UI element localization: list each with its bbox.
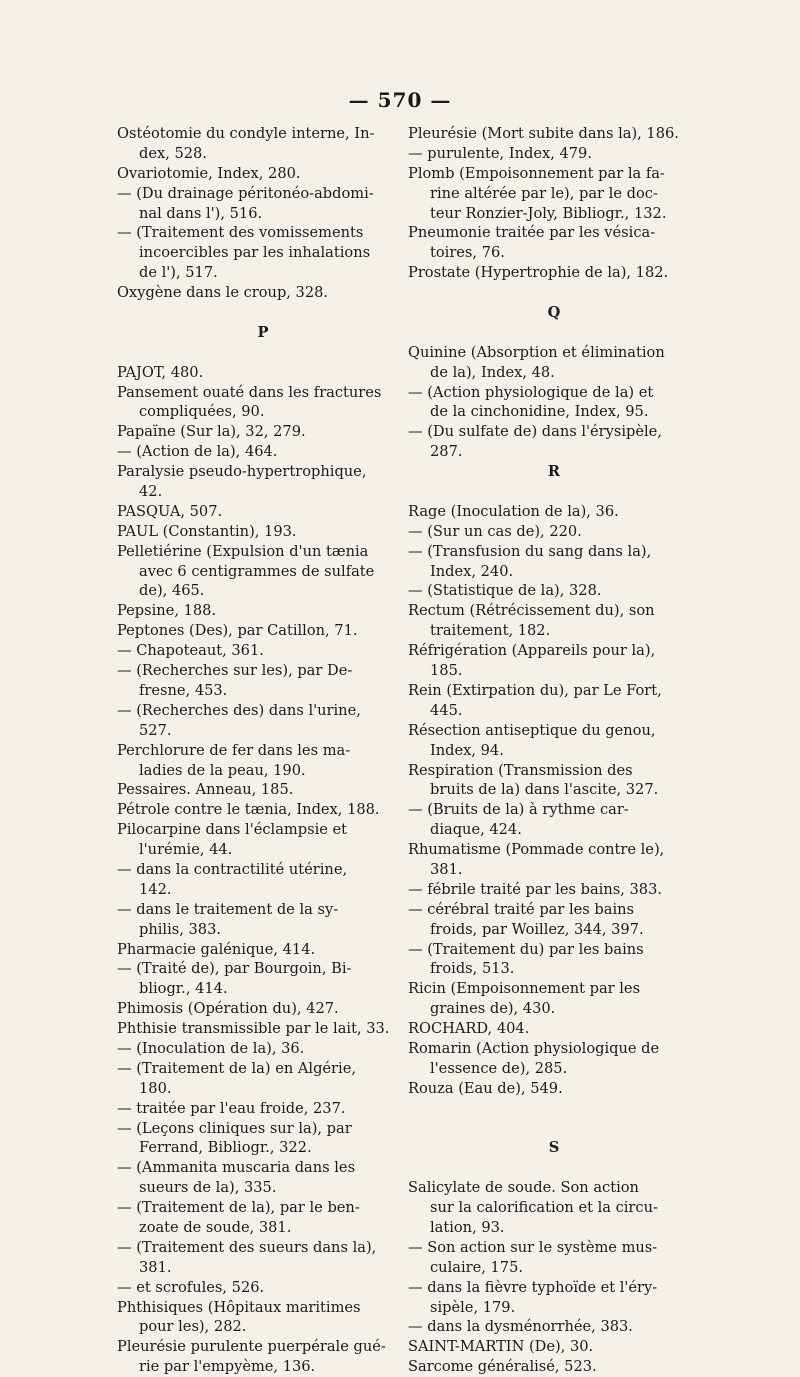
index-entry-continuation: de l'), 517. (139, 264, 218, 282)
index-entry-continuation: compliquées, 90. (139, 403, 265, 421)
index-entry: — (Sur un cas de), 220. (408, 522, 582, 540)
index-entry: Rhumatisme (Pommade contre le), (408, 841, 665, 859)
index-entry-continuation: 381. (139, 1258, 172, 1276)
index-entry-continuation: rine altérée par le), par le doc- (430, 184, 658, 202)
section-letter: R (547, 463, 561, 481)
index-entry: Paralysie pseudo-hypertrophique, (117, 463, 367, 481)
index-entry-continuation: bliogr., 414. (139, 980, 228, 998)
index-entry: — dans la fièvre typhoïde et l'éry- (408, 1278, 658, 1296)
index-entry-continuation: Ferrand, Bibliogr., 322. (139, 1139, 312, 1157)
index-entry: Sarcome généralisé, 523. (408, 1358, 597, 1376)
spacer (408, 283, 700, 303)
index-entry-continuation: froids, 513. (430, 960, 515, 978)
index-entry: — traitée par l'eau froide, 237. (117, 1099, 346, 1117)
index-entry: Phimosis (Opération du), 427. (117, 1000, 339, 1018)
index-entry: — (Traitement de la), par le ben- (117, 1199, 360, 1217)
index-entry: — cérébral traité par les bains (408, 900, 635, 918)
index-entry: — (Action de la), 464. (117, 443, 278, 461)
index-entry: — (Du drainage péritonéo-abdomi- (117, 184, 374, 202)
index-entry-continuation: pour les), 282. (139, 1318, 247, 1336)
index-entry: Résection antiseptique du genou, (408, 721, 656, 739)
index-entry: — (Traitement de la) en Algérie, (117, 1059, 356, 1077)
index-entry-continuation: 287. (430, 443, 463, 461)
index-entry: PAJOT, 480. (117, 363, 204, 381)
section-letter: S (548, 1139, 560, 1157)
index-entry: — (Du sulfate de) dans l'érysipèle, (408, 423, 662, 441)
index-entry-continuation: de la), Index, 48. (430, 363, 555, 381)
index-entry-continuation: froids, par Woillez, 344, 397. (430, 920, 644, 938)
index-entry: Prostate (Hypertrophie de la), 182. (408, 264, 669, 282)
index-entry: ROCHARD, 404. (408, 1020, 530, 1038)
index-entry-continuation: 527. (139, 721, 172, 739)
index-entry-continuation: nal dans l'), 516. (139, 204, 263, 222)
index-entry: Rage (Inoculation de la), 36. (408, 502, 619, 520)
spacer (408, 1119, 700, 1139)
index-entry-continuation: sur la calorification et la circu- (430, 1199, 658, 1217)
index-entry: — (Traité de), par Bourgoin, Bi- (117, 960, 352, 978)
index-entry: — purulente, Index, 479. (408, 144, 592, 162)
index-entry-continuation: traitement, 182. (430, 622, 551, 640)
index-entry: — (Traitement du) par les bains (408, 940, 644, 958)
index-entry-continuation: lation, 93. (430, 1218, 505, 1236)
index-entry-continuation: bruits de la) dans l'ascite, 327. (430, 781, 659, 799)
index-entry: — fébrile traité par les bains, 383. (408, 880, 663, 898)
index-entry: — (Action physiologique de la) et (408, 383, 654, 401)
index-entry: PASQUA, 507. (117, 502, 223, 520)
index-entry: — Chapoteaut, 361. (117, 642, 264, 660)
section-letter: P (257, 323, 269, 341)
index-entry: — dans le traitement de la sy- (117, 900, 339, 918)
index-entry-continuation: rie par l'empyème, 136. (139, 1358, 316, 1376)
index-entry: Romarin (Action physiologique de (408, 1039, 660, 1057)
index-entry: PAUL (Constantin), 193. (117, 522, 297, 540)
index-entry: — (Traitement des vomissements (117, 224, 364, 242)
index-entry: — (Recherches sur les), par De- (117, 662, 353, 680)
index-entry: Phthisie transmissible par le lait, 33. (117, 1020, 390, 1038)
section-letter: Q (547, 304, 561, 322)
index-entry: — (Transfusion du sang dans la), (408, 542, 652, 560)
index-entry-continuation: sipèle, 179. (430, 1298, 516, 1316)
index-entry: Papaïne (Sur la), 32, 279. (117, 423, 306, 441)
index-entry-continuation: dex, 528. (139, 144, 207, 162)
spacer (408, 1158, 700, 1178)
spacer (408, 323, 700, 343)
index-entry: — (Leçons cliniques sur la), par (117, 1119, 352, 1137)
index-entry: — dans la dysménorrhée, 383. (408, 1318, 633, 1336)
index-entry: — (Bruits de la) à rythme car- (408, 801, 629, 819)
index-entry: Quinine (Absorption et élimination (408, 343, 665, 361)
index-entry: SAINT-MARTIN (De), 30. (408, 1338, 594, 1356)
page-number: — 570 — (348, 88, 452, 112)
index-entry-continuation: zoate de soude, 381. (139, 1218, 292, 1236)
index-entry-continuation: l'essence de), 285. (430, 1059, 568, 1077)
index-entry-continuation: toires, 76. (430, 244, 505, 262)
index-entry: Pleurésie (Mort subite dans la), 186. (408, 125, 679, 142)
spacer (117, 343, 409, 363)
index-entry: Phthisiques (Hôpitaux maritimes (117, 1298, 361, 1316)
index-entry-continuation: 142. (139, 880, 172, 898)
index-entry-continuation: sueurs de la), 335. (139, 1179, 277, 1197)
index-entry: Rectum (Rétrécissement du), son (408, 602, 655, 620)
index-entry-continuation: incoercibles par les inhalations (139, 244, 371, 262)
index-entry-continuation: graines de), 430. (430, 1000, 556, 1018)
index-entry-continuation: teur Ronzier-Joly, Bibliogr., 132. (430, 204, 667, 222)
index-entry: Pessaires. Anneau, 185. (117, 781, 294, 799)
index-entry: Peptones (Des), par Catillon, 71. (117, 622, 358, 640)
index-entry: Ovariotomie, Index, 280. (117, 164, 301, 182)
index-entry: — (Recherches des) dans l'urine, (117, 701, 361, 719)
index-entry: Ostéotomie du condyle interne, In- (117, 125, 375, 142)
index-entry: Pétrole contre le tænia, Index, 188. (117, 801, 380, 819)
index-entry-continuation: l'urémie, 44. (139, 841, 233, 859)
index-entry-continuation: 185. (430, 662, 463, 680)
spacer (117, 303, 409, 323)
index-entry: — (Ammanita muscaria dans les (117, 1159, 356, 1177)
spacer (408, 482, 700, 502)
index-column-left (117, 124, 409, 1377)
index-entry: Salicylate de soude. Son action (408, 1179, 639, 1197)
index-entry: Pelletiérine (Expulsion d'un tænia (117, 542, 369, 560)
index-entry-continuation: culaire, 175. (430, 1258, 523, 1276)
index-entry: Pneumonie traitée par les vésica- (408, 224, 656, 242)
index-entry: — dans la contractilité utérine, (117, 860, 348, 878)
index-entry: — (Traitement des sueurs dans la), (117, 1238, 377, 1256)
index-entry: Plomb (Empoisonnement par la fa- (408, 164, 665, 182)
index-entry: — et scrofules, 526. (117, 1278, 265, 1296)
index-entry-continuation: 445. (430, 701, 463, 719)
index-entry: Rouza (Eau de), 549. (408, 1079, 563, 1097)
index-column-right (408, 124, 700, 1377)
index-entry-continuation: 381. (430, 860, 463, 878)
index-entry-continuation: 180. (139, 1079, 172, 1097)
index-entry-continuation: de), 465. (139, 582, 205, 600)
index-entry: Pleurésie purulente puerpérale gué- (117, 1338, 386, 1356)
index-entry: — (Inoculation de la), 36. (117, 1039, 305, 1057)
index-entry: Pansement ouaté dans les fractures (117, 383, 382, 401)
index-entry: Oxygène dans le croup, 328. (117, 284, 329, 302)
index-entry: Rein (Extirpation du), par Le Fort, (408, 681, 662, 699)
index-entry: Ricin (Empoisonnement par les (408, 980, 641, 998)
index-entry: — Son action sur le système mus- (408, 1238, 658, 1256)
index-entry-continuation: 42. (139, 483, 163, 501)
index-entry: Respiration (Transmission des (408, 761, 633, 779)
index-entry-continuation: Index, 94. (430, 741, 504, 759)
index-entry: Pharmacie galénique, 414. (117, 940, 316, 958)
index-entry-continuation: fresne, 453. (139, 681, 228, 699)
index-entry: Réfrigération (Appareils pour la), (408, 642, 656, 660)
index-entry-continuation: diaque, 424. (430, 821, 522, 839)
index-entry: Pepsine, 188. (117, 602, 217, 620)
index-entry: — (Statistique de la), 328. (408, 582, 602, 600)
index-entry-continuation: Index, 240. (430, 562, 514, 580)
index-entry: Pilocarpine dans l'éclampsie et (117, 821, 348, 839)
index-entry: Perchlorure de fer dans les ma- (117, 741, 351, 759)
index-entry-continuation: philis, 383. (139, 920, 222, 938)
index-entry-continuation: ladies de la peau, 190. (139, 761, 306, 779)
index-entry-continuation: de la cinchonidine, Index, 95. (430, 403, 649, 421)
spacer (408, 1099, 700, 1119)
index-entry-continuation: avec 6 centigrammes de sulfate (139, 562, 375, 580)
